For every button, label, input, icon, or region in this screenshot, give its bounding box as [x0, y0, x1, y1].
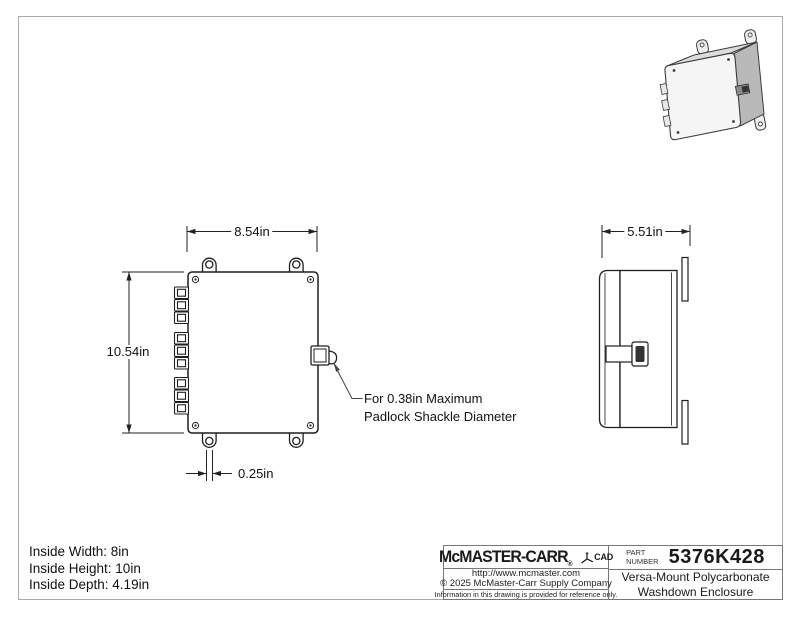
part-number-row [609, 546, 782, 570]
side-view [600, 258, 689, 445]
title-block-left [434, 546, 618, 599]
front-bottom-tabs [203, 432, 304, 447]
product-name [609, 570, 782, 599]
inside-dimensions [29, 544, 149, 594]
company-info [440, 568, 612, 590]
part-number-label: PART NUMBER [626, 548, 659, 566]
annotation-leader [334, 363, 363, 399]
front-enclosure-body [188, 272, 318, 433]
spec-inside-height: Inside Height: 10in [29, 560, 141, 576]
brand-name: McMASTER-$CARR_®$ [438, 547, 573, 568]
brand-logo [438, 546, 614, 569]
padlock-annotation [364, 390, 516, 425]
front-hinges [175, 287, 189, 414]
front-latch [311, 346, 337, 365]
dim-slot-lines [186, 450, 232, 481]
side-latch [606, 342, 648, 366]
front-top-tabs [203, 258, 304, 273]
dim-height-label: 10.54in [104, 345, 153, 359]
copyright-line: © 2025 McMaster-Carr Supply Company [440, 578, 612, 589]
isometric-view [660, 29, 766, 140]
registered-mark: ® [567, 560, 573, 568]
spec-inside-depth: Inside Depth: 4.19in [29, 577, 150, 592]
side-mounting-tabs [682, 258, 688, 445]
front-view [175, 258, 337, 447]
dim-width-label: 8.54in [231, 225, 272, 239]
website-url: http://www.mcmaster.com [471, 568, 581, 579]
title-block [434, 545, 783, 600]
annotation-line-1: For 0.38in Maximum [364, 391, 483, 406]
disclaimer: Information in this drawing is provided for reference only. [434, 590, 618, 599]
spec-inside-width: Inside Width: 8in [29, 544, 129, 559]
dim-slot-label: 0.25in [238, 465, 274, 481]
title-block-right [609, 546, 782, 599]
product-name-line-1: Versa-Mount Polycarbonate [621, 570, 770, 584]
dim-depth-label: 5.51in [624, 225, 665, 239]
cad-label: CAD [594, 552, 614, 562]
annotation-line-2: Padlock Shackle Diameter [364, 408, 517, 424]
part-number: 5376K428 [668, 546, 765, 568]
isometric-latch-icon [735, 84, 749, 95]
product-name-line-2: Washdown Enclosure [637, 584, 754, 599]
